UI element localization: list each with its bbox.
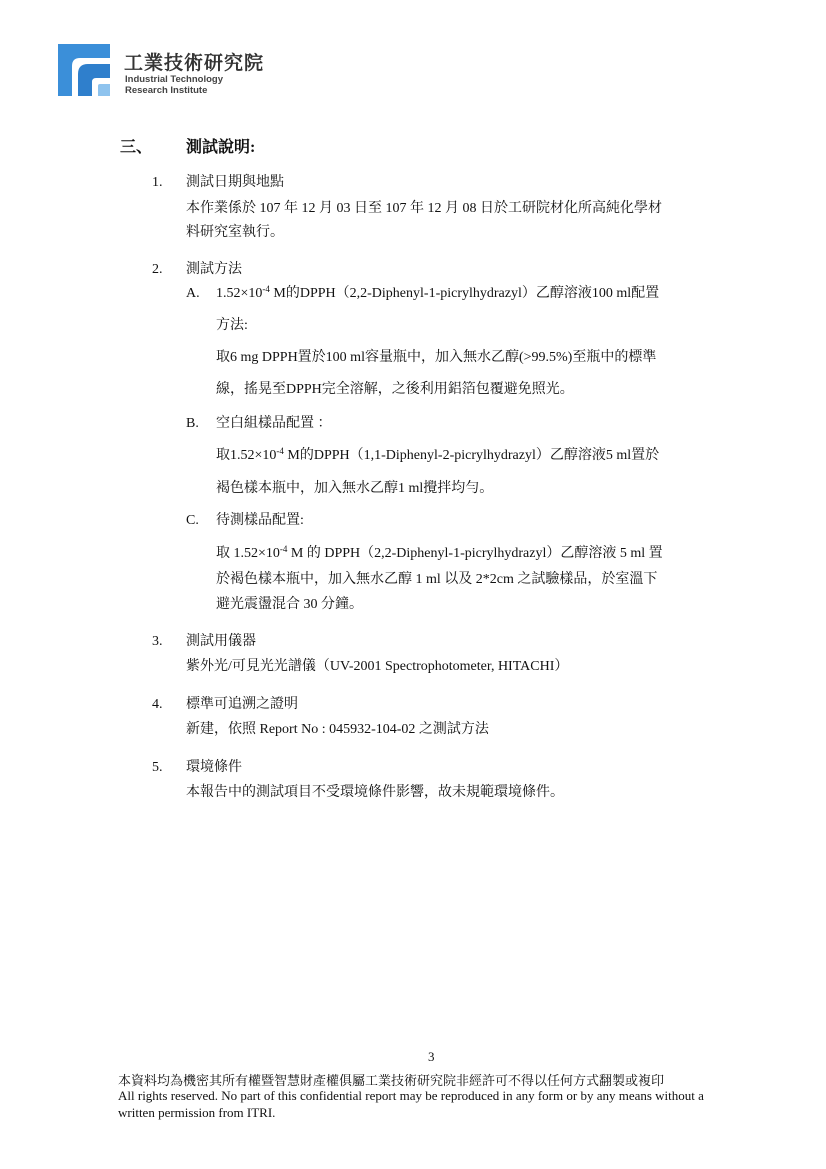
subitem-a-text: 1.52×10	[216, 286, 263, 301]
subitem-b-line2	[216, 446, 659, 466]
subitem-c-text-cont: M 的 DPPH（2,2-Diphenyl-1-picrylhydrazyl）乙醇溶液 5 ml 置	[287, 546, 663, 561]
item-3-body-line1: 紫外光/可見光光譜儀（UV-2001 Spectrophotometer, HITACHI）	[186, 659, 569, 674]
subitem-b-text-cont: M的DPPH（1,1-Diphenyl-2-picrylhydrazyl）乙醇溶液5 ml置於	[283, 448, 660, 463]
subitem-b-text: 取1.52×10	[216, 448, 277, 463]
subitem-a-text-cont: M的DPPH（2,2-Diphenyl-1-picrylhydrazyl）乙醇溶液100 ml配置	[269, 286, 660, 301]
item-number: 4.	[152, 697, 163, 712]
org-name-en-line2: Research Institute	[125, 85, 208, 96]
subitem-a-line2: 方法:	[216, 318, 248, 333]
subitem-b-line1	[186, 414, 332, 434]
item-title: 測試用儀器	[186, 634, 256, 649]
item-4-body-line1: 新建，依照 Report No : 045932-104-02 之測試方法	[186, 722, 489, 737]
subitem-c-line3: 於褐色樣本瓶中，加入無水乙醇 1 ml 以及 2*2cm 之試驗樣品，於室溫下	[216, 572, 658, 587]
subitem-letter: B.	[186, 416, 199, 431]
item-number: 2.	[152, 262, 163, 277]
subitem-b-title: 空白組樣品配置 ：	[216, 416, 332, 431]
subitem-a-line4: 線，搖晃至DPPH完全溶解，之後利用鋁箔包覆避免照光。	[216, 382, 574, 397]
subitem-c-line2	[216, 544, 663, 564]
subitem-c-text: 取 1.52×10	[216, 546, 280, 561]
org-name-en-line1: Industrial Technology	[125, 74, 223, 85]
item-4-heading	[152, 695, 298, 715]
section-title	[120, 134, 255, 157]
item-number: 3.	[152, 634, 163, 649]
item-3-heading	[152, 632, 256, 652]
item-number: 1.	[152, 175, 163, 190]
subitem-letter: C.	[186, 513, 199, 528]
section-number: 三、	[120, 139, 153, 156]
exponent: -4	[276, 446, 284, 456]
subitem-c-line1	[186, 511, 304, 531]
item-1-body-line2: 料研究室執行。	[186, 225, 284, 240]
item-5-body-line1: 本報告中的測試項目不受環境條件影響，故未規範環境條件。	[186, 785, 564, 800]
item-title: 測試日期與地點	[186, 175, 284, 190]
item-number: 5.	[152, 760, 163, 775]
subitem-c-title: 待測樣品配置:	[216, 513, 304, 528]
confidential-notice-en-line2: written permission from ITRI.	[118, 1105, 276, 1120]
item-1-body-line1: 本作業係於 107 年 12 月 03 日至 107 年 12 月 08 日於工研院材化所高純化學材	[186, 201, 662, 216]
item-1-heading	[152, 173, 284, 193]
subitem-a-line3: 取6 mg DPPH置於100 ml容量瓶中，加入無水乙醇(>99.5%)至瓶中的標準	[216, 350, 657, 365]
itri-logo-icon	[58, 44, 110, 96]
item-title: 標準可追溯之證明	[186, 697, 298, 712]
subitem-letter: A.	[186, 286, 200, 301]
item-title: 環境條件	[186, 760, 242, 775]
exponent: -4	[279, 544, 288, 554]
item-5-heading	[152, 758, 242, 778]
subitem-b-line3: 褐色樣本瓶中，加入無水乙醇1 ml攪拌均勻。	[216, 481, 494, 496]
item-title: 測試方法	[186, 262, 242, 277]
section-heading: 測試說明:	[186, 139, 256, 156]
org-name-zh: 工業技術研究院	[124, 52, 265, 74]
confidential-notice-en-line1: All rights reserved. No part of this confidential report may be reproduced in any form or by any means without a	[118, 1088, 704, 1103]
page-number: 3	[428, 1049, 435, 1064]
confidential-notice-zh: 本資料均為機密其所有權暨智慧財產權俱屬工業技術研究院非經許可不得以任何方式翻製或複印	[118, 1073, 665, 1088]
org-name-en	[125, 74, 223, 96]
item-2-heading	[152, 260, 242, 280]
exponent: -4	[262, 284, 270, 294]
subitem-a-line1	[186, 284, 659, 304]
subitem-c-line4: 避光震盪混合 30 分鐘。	[216, 597, 363, 612]
